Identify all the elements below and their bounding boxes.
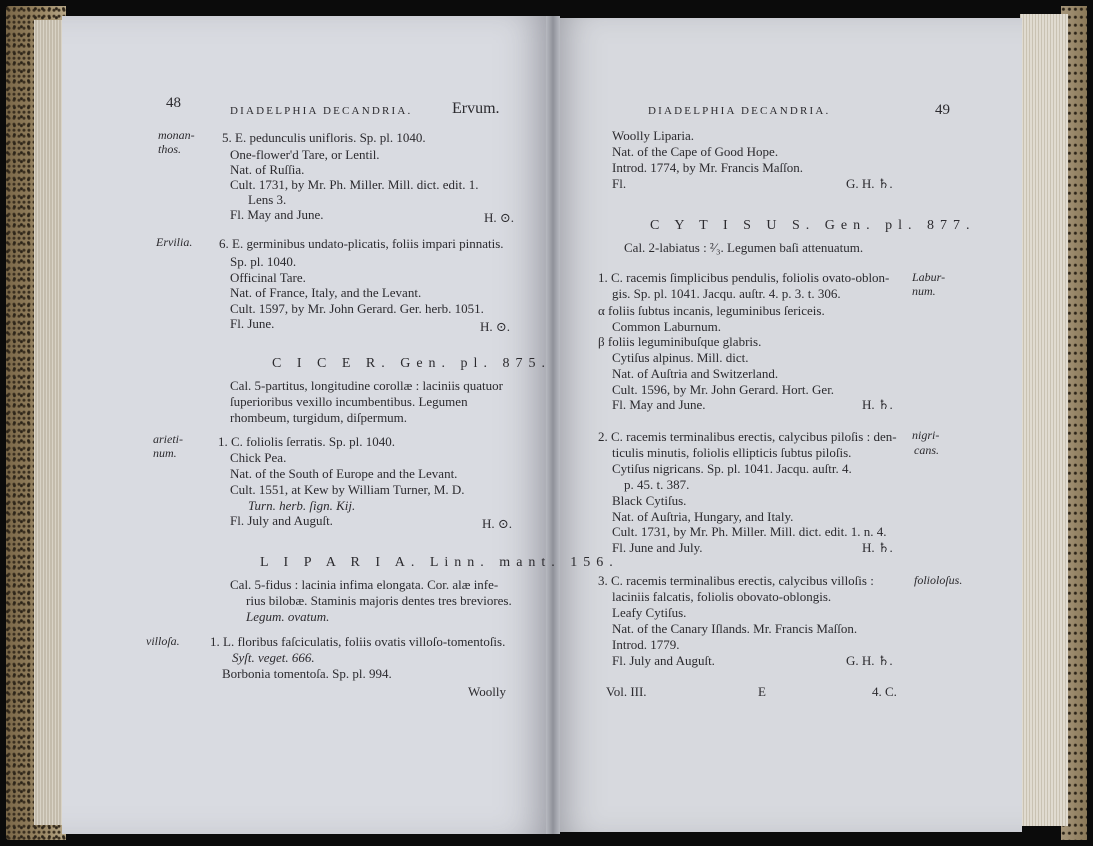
margin-label: folioloſus. bbox=[914, 573, 963, 587]
text-line: 1. C. foliolis ſerratis. Sp. pl. 1040. bbox=[218, 434, 395, 449]
text-line: Sp. pl. 1040. bbox=[230, 254, 297, 269]
text-line: Borbonia tomentoſa. Sp. pl. 994. bbox=[222, 666, 392, 681]
margin-label: arieti- bbox=[153, 432, 183, 446]
text-line: Nat. of Auſtria and Switzerland. bbox=[612, 366, 779, 381]
text-line: Woolly Liparia. bbox=[612, 128, 694, 143]
text-line: rius bilobæ. Staminis majoris dentes tres breviores. bbox=[246, 593, 512, 608]
text-line: Nat. of Ruſſia. bbox=[230, 162, 305, 177]
text-line: 1. L. floribus faſciculatis, foliis ovatis villoſo-tomentoſis. bbox=[210, 634, 506, 649]
text-line: gis. Sp. pl. 1041. Jacqu. auſtr. 4. p. 3. t. 306. bbox=[612, 286, 841, 301]
text-line: Fl. bbox=[612, 176, 627, 191]
text-line: laciniis falcatis, foliolis obovato-oblongis. bbox=[612, 589, 832, 604]
text-line: rhombeum, turgidum, diſpermum. bbox=[230, 410, 408, 425]
duration-mark: G. H. ♄. bbox=[846, 176, 893, 191]
text-line: Fl. June and July. bbox=[612, 540, 703, 555]
margin-label: villoſa. bbox=[146, 634, 180, 648]
catchword: Woolly bbox=[468, 684, 506, 699]
duration-mark: H. ♄. bbox=[862, 540, 893, 555]
text-line: 6. E. germinibus undato-plicatis, foliis impari pinnatis. bbox=[219, 236, 504, 251]
page-edges-right bbox=[1020, 14, 1068, 826]
text-line: Fl. May and June. bbox=[230, 207, 324, 222]
text-line: Officinal Tare. bbox=[230, 270, 306, 285]
text-line: Fl. May and June. bbox=[612, 397, 706, 412]
text-line: 5. E. pedunculis unifloris. Sp. pl. 1040. bbox=[222, 130, 426, 145]
text-line: One-flower'd Tare, or Lentil. bbox=[230, 147, 380, 162]
text-line: Cytiſus nigricans. Sp. pl. 1041. Jacqu. auſtr. 4. bbox=[612, 461, 852, 476]
running-head: DIADELPHIA DECANDRIA. bbox=[230, 105, 413, 117]
running-head: DIADELPHIA DECANDRIA. bbox=[648, 105, 831, 117]
margin-label: num. bbox=[153, 446, 177, 460]
duration-mark: H. ♄. bbox=[862, 397, 893, 412]
text-line: Cult. 1731, by Mr. Ph. Miller. Mill. dict. edit. 1. n. 4. bbox=[612, 524, 887, 539]
duration-mark: H. ⊙. bbox=[484, 210, 515, 225]
text-line: Lens 3. bbox=[248, 192, 287, 207]
duration-mark: G. H. ♄. bbox=[846, 653, 893, 668]
margin-label: nigri- bbox=[912, 428, 940, 442]
text-line: Black Cytiſus. bbox=[612, 493, 687, 508]
text-line: Cal. 5-fidus : lacinia infima elongata. Cor. alæ infe- bbox=[230, 577, 499, 592]
duration-mark: H. ⊙. bbox=[482, 516, 513, 531]
text-line: Common Laburnum. bbox=[612, 319, 722, 334]
margin-label: Labur- bbox=[912, 270, 946, 284]
text-line: Chick Pea. bbox=[230, 450, 287, 465]
text-line: Turn. herb. ſign. Kij. bbox=[248, 498, 356, 513]
margin-label: num. bbox=[912, 284, 936, 298]
text-line: Cult. 1596, by Mr. John Gerard. Hort. Ger. bbox=[612, 382, 835, 397]
text-line: Nat. of France, Italy, and the Levant. bbox=[230, 285, 422, 300]
margin-label: Ervilia. bbox=[156, 235, 193, 249]
text-line: Nat. of the South of Europe and the Levant. bbox=[230, 466, 458, 481]
text-line: Cult. 1731, by Mr. Ph. Miller. Mill. dict. edit. 1. bbox=[230, 177, 479, 192]
page-number: 48 bbox=[166, 95, 181, 111]
genus-heading: L I P A R I A. Linn. mant. 156. bbox=[260, 555, 619, 570]
text-line: Nat. of Auſtria, Hungary, and Italy. bbox=[612, 509, 794, 524]
text-line: p. 45. t. 387. bbox=[624, 477, 690, 492]
text-line: β foliis leguminibuſque glabris. bbox=[598, 334, 762, 349]
text-line: 3. C. racemis terminalibus erectis, calycibus villoſis : bbox=[598, 573, 874, 588]
text-line: ſuperioribus vexillo incumbentibus. Legumen bbox=[230, 394, 468, 409]
margin-label: thos. bbox=[158, 142, 182, 156]
text-line: Fl. June. bbox=[230, 316, 275, 331]
text-line: Cult. 1597, by Mr. John Gerard. Ger. herb. 1051. bbox=[230, 301, 484, 316]
margin-label: cans. bbox=[914, 443, 939, 457]
catchword: 4. C. bbox=[872, 684, 897, 699]
margin-label: monan- bbox=[158, 128, 195, 142]
text-line: Fl. July and Auguſt. bbox=[230, 513, 333, 528]
text-line: Cal. 2-labiatus : ²⁄₃. Legumen baſi attenuatum. bbox=[624, 240, 864, 255]
text-line: Syſt. veget. 666. bbox=[232, 650, 315, 665]
text-line: Cytiſus alpinus. Mill. dict. bbox=[612, 350, 749, 365]
text-line: 1. C. racemis ſimplicibus pendulis, foliolis ovato-oblon- bbox=[598, 270, 890, 285]
text-line: Cal. 5-partitus, longitudine corollæ : laciniis quatuor bbox=[230, 378, 503, 393]
text-line: Introd. 1779. bbox=[612, 637, 680, 652]
page-number: 49 bbox=[935, 102, 950, 118]
running-genus: Ervum. bbox=[452, 100, 500, 117]
genus-heading: C Y T I S U S. Gen. pl. 877. bbox=[650, 218, 976, 233]
genus-heading: C I C E R. Gen. pl. 875. bbox=[272, 356, 551, 371]
text-line: Leafy Cytiſus. bbox=[612, 605, 687, 620]
text-line: Cult. 1551, at Kew by William Turner, M. D. bbox=[230, 482, 465, 497]
text-line: Legum. ovatum. bbox=[246, 609, 330, 624]
text-line: Nat. of the Canary Iſlands. Mr. Francis Maſſon. bbox=[612, 621, 858, 636]
duration-mark: H. ⊙. bbox=[480, 319, 511, 334]
text-line: 2. C. racemis terminalibus erectis, calycibus piloſis : den- bbox=[598, 429, 897, 444]
text-line: Nat. of the Cape of Good Hope. bbox=[612, 144, 779, 159]
book-gutter bbox=[546, 16, 560, 834]
text-line: Fl. July and Auguſt. bbox=[612, 653, 715, 668]
signature-mark: E bbox=[758, 684, 766, 699]
text-line: α foliis ſubtus incanis, leguminibus ſericeis. bbox=[598, 303, 825, 318]
text-line: ticulis minutis, foliolis ellipticis ſubtus piloſis. bbox=[612, 445, 852, 460]
text-line: Introd. 1774, by Mr. Francis Maſſon. bbox=[612, 160, 804, 175]
volume-label: Vol. III. bbox=[606, 684, 647, 699]
